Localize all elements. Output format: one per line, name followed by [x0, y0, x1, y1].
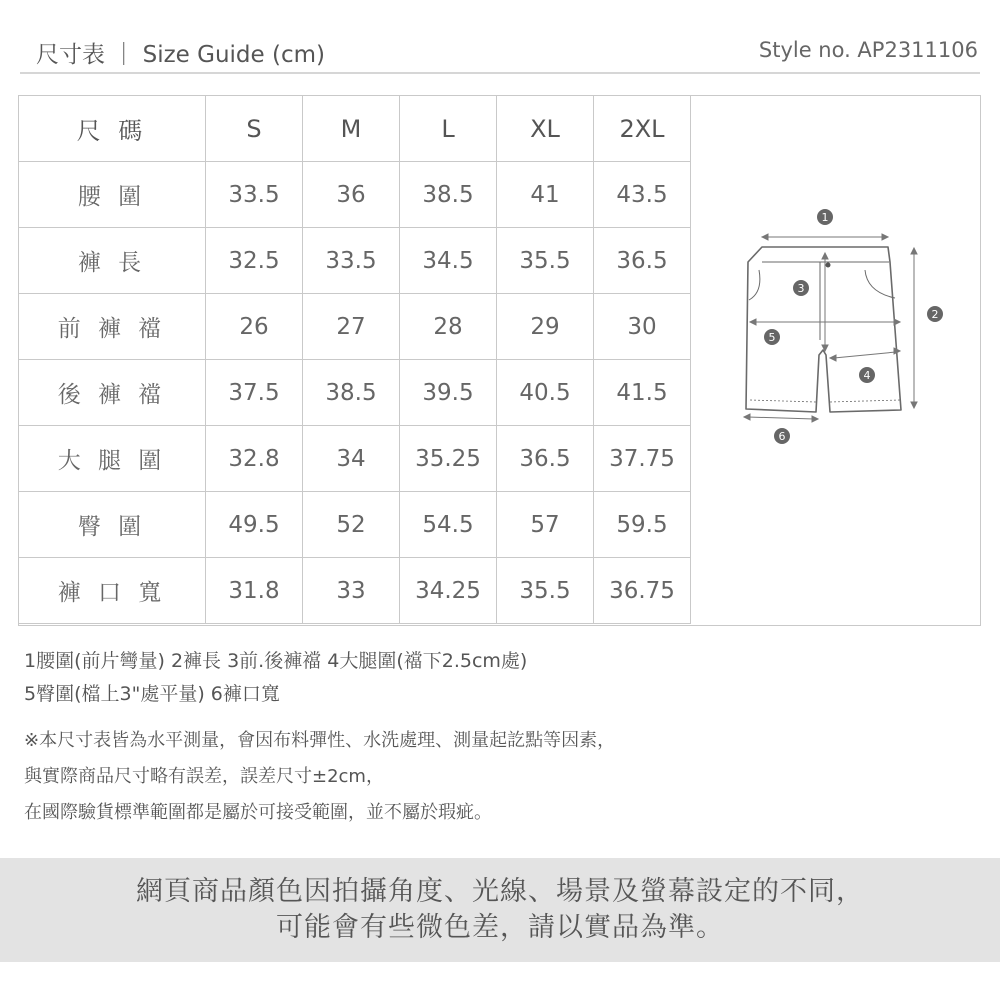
- table-cell: 35.25: [400, 426, 497, 492]
- table-cell: 32.5: [206, 228, 303, 294]
- table-row: [19, 162, 691, 228]
- style-number: Style no. AP2311106: [758, 38, 978, 62]
- table-cell: 49.5: [206, 492, 303, 558]
- table-cell: 36.75: [594, 558, 691, 624]
- table-cell: 34.5: [400, 228, 497, 294]
- page-title: 尺寸表 ｜ Size Guide (cm): [36, 42, 325, 68]
- table-cell: 37.5: [206, 360, 303, 426]
- disclaimer-line: ※本尺寸表皆為水平測量，會因布料彈性、水洗處理、測量起訖點等因素，: [24, 730, 616, 751]
- table-cell: 26: [206, 294, 303, 360]
- legend-line: 1腰圍(前片彎量) 2褲長 3前.後褲襠 4大腿圍(襠下2.5cm處): [24, 650, 528, 672]
- marker-4: [859, 367, 875, 383]
- legend-line: 5臀圍(檔上3"處平量) 6褲口寬: [24, 683, 280, 705]
- table-cell: 33: [303, 558, 400, 624]
- table-cell: 40.5: [497, 360, 594, 426]
- size-header: S: [206, 96, 303, 162]
- notice-line: 可能會有些微色差，請以實品為準。: [276, 912, 724, 943]
- table-cell: 41: [497, 162, 594, 228]
- measure-label: 後 褲 襠: [19, 360, 206, 426]
- svg-text:2: 2: [931, 308, 939, 321]
- table-row: [19, 228, 691, 294]
- marker-2: [927, 306, 943, 322]
- table-row: [19, 294, 691, 360]
- measure-label: 臀 圍: [19, 492, 206, 558]
- table-row: [19, 492, 691, 558]
- table-cell: 33.5: [206, 162, 303, 228]
- size-header: XL: [497, 96, 594, 162]
- table-cell: 38.5: [400, 162, 497, 228]
- svg-text:4: 4: [863, 369, 871, 382]
- table-cell: 33.5: [303, 228, 400, 294]
- page-header: [20, 34, 980, 74]
- table-cell: 31.8: [206, 558, 303, 624]
- measure-label: 大 腿 圍: [19, 426, 206, 492]
- table-cell: 29: [497, 294, 594, 360]
- table-row: [19, 426, 691, 492]
- table-cell: 37.75: [594, 426, 691, 492]
- table-header-row: [19, 96, 691, 162]
- table-cell: 43.5: [594, 162, 691, 228]
- size-header: 2XL: [594, 96, 691, 162]
- size-header: M: [303, 96, 400, 162]
- size-header: L: [400, 96, 497, 162]
- disclaimer-line: 在國際驗貨標準範圍都是屬於可接受範圍，並不屬於瑕疵。: [24, 802, 492, 823]
- svg-text:1: 1: [821, 211, 829, 224]
- size-label-header: 尺 碼: [19, 96, 206, 162]
- measurement-legend: [24, 645, 974, 711]
- table-cell: 36.5: [497, 426, 594, 492]
- button-dot: [826, 263, 831, 268]
- table-cell: 57: [497, 492, 594, 558]
- table-cell: 36: [303, 162, 400, 228]
- table-cell: 30: [594, 294, 691, 360]
- measure-label: 前 褲 襠: [19, 294, 206, 360]
- measure-label: 腰 圍: [19, 162, 206, 228]
- svg-text:5: 5: [768, 331, 776, 344]
- size-table: [18, 95, 691, 624]
- measure-label: 褲 口 寬: [19, 558, 206, 624]
- table-cell: 32.8: [206, 426, 303, 492]
- marker-3: [793, 280, 809, 296]
- marker-1: [817, 209, 833, 225]
- table-cell: 34.25: [400, 558, 497, 624]
- notice-line: 網頁商品顏色因拍攝角度、光線、場景及螢幕設定的不同，: [136, 876, 864, 907]
- table-cell: 59.5: [594, 492, 691, 558]
- marker-5: [764, 329, 780, 345]
- table-cell: 39.5: [400, 360, 497, 426]
- color-notice-banner: [0, 858, 1000, 962]
- svg-text:6: 6: [778, 430, 786, 443]
- table-row: [19, 558, 691, 624]
- table-cell: 35.5: [497, 558, 594, 624]
- table-cell: 36.5: [594, 228, 691, 294]
- marker-6: [774, 428, 790, 444]
- measure-label: 褲 長: [19, 228, 206, 294]
- table-cell: 52: [303, 492, 400, 558]
- shorts-diagram: [730, 200, 950, 450]
- table-cell: 35.5: [497, 228, 594, 294]
- table-cell: 34: [303, 426, 400, 492]
- disclaimer-line: 與實際商品尺寸略有誤差，誤差尺寸±2cm，: [24, 766, 384, 787]
- table-cell: 41.5: [594, 360, 691, 426]
- svg-text:3: 3: [797, 282, 805, 295]
- table-cell: 27: [303, 294, 400, 360]
- table-cell: 38.5: [303, 360, 400, 426]
- measurement-disclaimer: [24, 723, 974, 831]
- table-cell: 54.5: [400, 492, 497, 558]
- table-row: [19, 360, 691, 426]
- table-cell: 28: [400, 294, 497, 360]
